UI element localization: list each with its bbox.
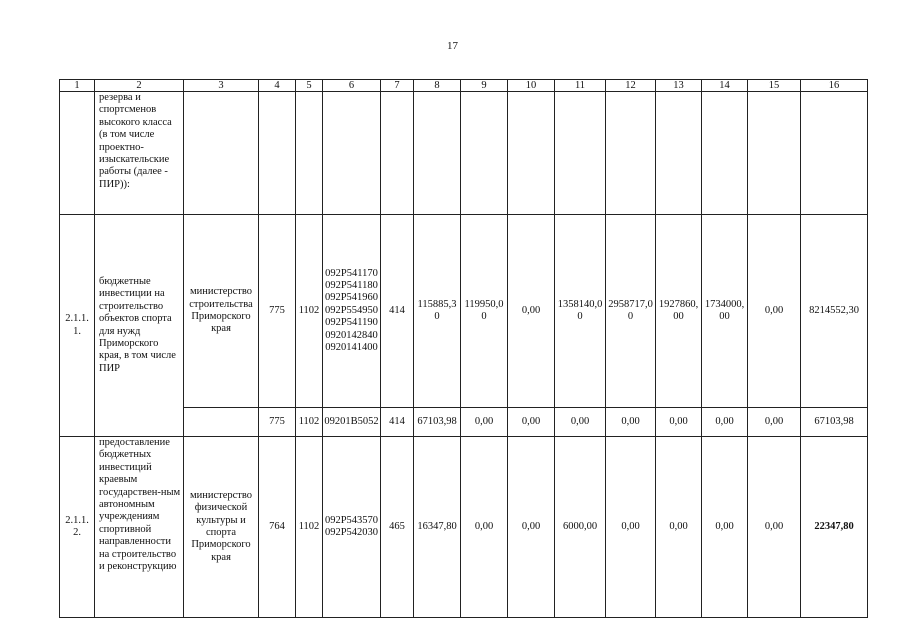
amount-cell: 0,00 — [606, 437, 656, 618]
amount-cell: 0,00 — [508, 215, 555, 408]
table-cell — [259, 92, 296, 215]
section-cell: 1102 — [296, 437, 323, 618]
table-cell — [508, 92, 555, 215]
column-header: 6 — [323, 80, 381, 92]
column-header: 4 — [259, 80, 296, 92]
amount-cell: 0,00 — [461, 408, 508, 437]
responsible-cell: министерство строительства Приморского края — [184, 215, 259, 408]
responsible-cell — [184, 92, 259, 215]
amount-cell: 0,00 — [656, 408, 702, 437]
table-cell — [702, 92, 748, 215]
amount-cell: 0,00 — [555, 408, 606, 437]
responsible-cell — [184, 408, 259, 437]
grbs-cell: 775 — [259, 408, 296, 437]
target-code-cell: 09201B5052 — [323, 408, 381, 437]
table-cell — [323, 92, 381, 215]
amount-cell: 119950,00 — [461, 215, 508, 408]
column-header: 16 — [801, 80, 868, 92]
column-header: 2 — [95, 80, 184, 92]
amount-cell: 2958717,00 — [606, 215, 656, 408]
table-row — [60, 437, 868, 618]
header-row — [60, 80, 868, 92]
item-number-cell — [60, 92, 95, 215]
column-header: 9 — [461, 80, 508, 92]
item-number-cell: 2.1.1.1. — [60, 215, 95, 437]
description-cell: предоставление бюджетных инвестиций краевым государствен-ным автономным учреждениям спортивной направленности на строительство и реконструкцию — [95, 437, 184, 618]
column-header: 10 — [508, 80, 555, 92]
expense-type-cell: 465 — [381, 437, 414, 618]
amount-cell: 0,00 — [748, 437, 801, 618]
column-header: 12 — [606, 80, 656, 92]
column-header: 8 — [414, 80, 461, 92]
table-cell — [801, 92, 868, 215]
amount-cell: 0,00 — [748, 408, 801, 437]
item-number-cell: 2.1.1.2. — [60, 437, 95, 618]
column-header: 14 — [702, 80, 748, 92]
column-header: 13 — [656, 80, 702, 92]
table-cell — [555, 92, 606, 215]
table-cell — [461, 92, 508, 215]
target-code-cell: 092P541170 092P541180 092P541960 092P554950 092P541190 0920142840 0920141400 — [323, 215, 381, 408]
amount-cell: 67103,98 — [414, 408, 461, 437]
section-cell: 1102 — [296, 215, 323, 408]
table-cell — [414, 92, 461, 215]
section-cell: 1102 — [296, 408, 323, 437]
table-row — [60, 215, 868, 408]
amount-cell: 6000,00 — [555, 437, 606, 618]
column-header: 1 — [60, 80, 95, 92]
column-header: 11 — [555, 80, 606, 92]
amount-cell: 1734000,00 — [702, 215, 748, 408]
expense-type-cell: 414 — [381, 215, 414, 408]
grbs-cell: 764 — [259, 437, 296, 618]
amount-cell: 0,00 — [656, 437, 702, 618]
total-cell: 22347,80 — [801, 437, 868, 618]
total-cell: 67103,98 — [801, 408, 868, 437]
table-cell — [381, 92, 414, 215]
column-header: 7 — [381, 80, 414, 92]
responsible-cell: министерство физической культуры и спорта Приморского края — [184, 437, 259, 618]
description-cell: бюджетные инвестиции на строительство объектов спорта для нужд Приморского края, в том числе ПИР — [95, 215, 184, 437]
grbs-cell: 775 — [259, 215, 296, 408]
expense-type-cell: 414 — [381, 408, 414, 437]
column-header: 15 — [748, 80, 801, 92]
column-header: 5 — [296, 80, 323, 92]
table-cell — [606, 92, 656, 215]
amount-cell: 0,00 — [461, 437, 508, 618]
total-cell: 8214552,30 — [801, 215, 868, 408]
amount-cell: 0,00 — [702, 437, 748, 618]
amount-cell: 0,00 — [508, 408, 555, 437]
table-row — [60, 92, 868, 215]
page-number: 17 — [447, 40, 458, 52]
amount-cell: 0,00 — [748, 215, 801, 408]
table-cell — [296, 92, 323, 215]
amount-cell: 0,00 — [702, 408, 748, 437]
amount-cell: 115885,30 — [414, 215, 461, 408]
target-code-cell: 092P543570 092P542030 — [323, 437, 381, 618]
amount-cell: 0,00 — [606, 408, 656, 437]
column-header: 3 — [184, 80, 259, 92]
budget-table — [59, 79, 868, 618]
description-cell: резерва и спортсменов высокого класса (в том числе проектно-изыскательские работы (далее - ПИР)): — [95, 92, 184, 215]
table-cell — [656, 92, 702, 215]
amount-cell: 0,00 — [508, 437, 555, 618]
amount-cell: 16347,80 — [414, 437, 461, 618]
table-cell — [748, 92, 801, 215]
amount-cell: 1927860,00 — [656, 215, 702, 408]
amount-cell: 1358140,00 — [555, 215, 606, 408]
